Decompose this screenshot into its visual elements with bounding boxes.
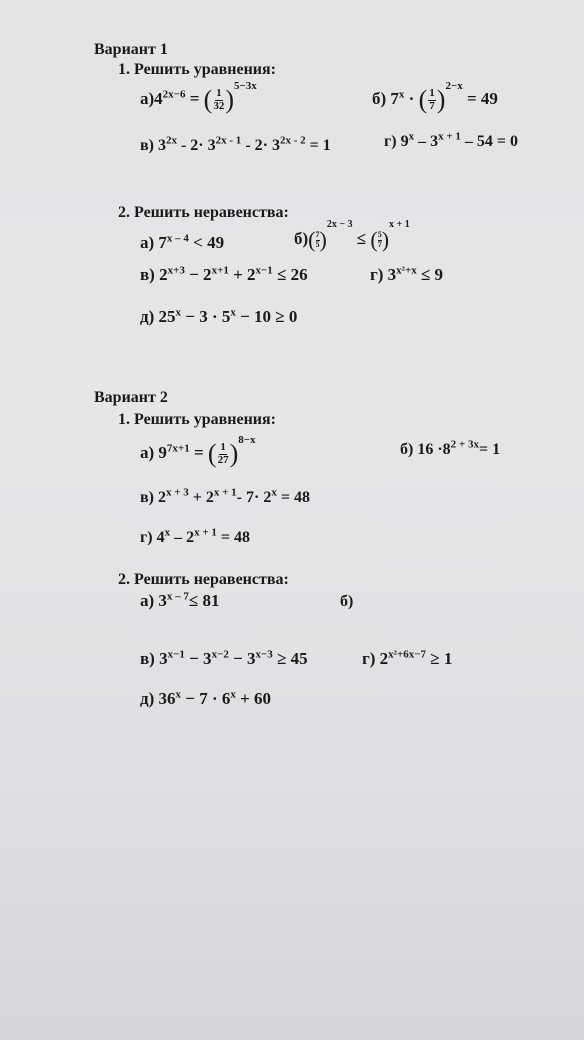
v2-eq-a: а) $9^{7x+1}$ = ( $\frac{1}{27}$ )$^{8-x}$ [140,434,256,469]
v2-eq-v: в) $2^{x + 3} + 2^{x + 1}-$ $7\cdot 2^x = 48$ [140,486,310,506]
v2-eq-b: б) $16 \cdot 8^{2 + 3x}= 1$ [400,438,501,458]
v1-ineq-b: б)( $\frac{7}{5}$ )$^{2x - 3}$ ≤ ( $\frac{5}{7}$ )$^{x + 1}$ [294,219,410,253]
v2-ineq-d: д) $36^x - 7 \cdot 6^x + 60$ [140,688,272,708]
v1-task2-heading: 2. Решить неравенства: [118,204,289,221]
v2-task2-heading: 2. Решить неравенства: [118,571,289,588]
v1-task1-heading: 1. Решить уравнения: [118,61,276,78]
v2-ineq-g: г) $2^{x^2+6x-7} \ge 1$ [362,648,453,668]
v2-task1-heading: 1. Решить уравнения: [118,411,276,428]
v1-ineq-v: в) $2^{x+3} - 2^{x+1} + 2^{x-1} \le 26$ [140,264,308,284]
v2-ineq-v: в) $3^{x-1} - 3^{x-2} - 3^{x-3} \ge 45$ [140,648,308,668]
v1-ineq-a: а) 7$^{x - 4}$ < 49 [140,232,225,252]
v1-eq-b: б) 7$^x$ · ( $\frac{1}{7}$ )$^{2-x}$ = 49 [372,80,498,115]
v1-ineq-g: г) $3^{x^2+x} \le 9$ [370,264,444,284]
v2-ineq-b: б) [340,593,354,610]
v1-ineq-d: д) $25^x - 3 \cdot 5^x - 10 \ge 0$ [140,306,298,326]
variant1-title: Вариант 1 [94,41,168,58]
v1-eq-g: г) $9^x - 3^{x + 1} - 54 = 0$ [384,130,518,150]
fraction: $\frac{1}{7}$ [429,87,435,112]
v2-eq-g: г) $4^x - 2^{x + 1} = 48$ [140,526,250,546]
v1-eq-a: $а)4^{2x-6}$ = ( $\frac{1}{32}$ )$^{5-3x}$ [140,80,257,115]
fraction: $\frac{1}{32}$ [213,87,225,112]
variant2-title: Вариант 2 [94,389,168,406]
v1-eq-v: в) $3^{2x} - 2\cdot 3^{2x - 1} - 2\cdot 3^{2x - 2} = 1$ [140,134,331,154]
v2-ineq-a: а) $3^{x - 7}\le 81$ [140,590,220,610]
